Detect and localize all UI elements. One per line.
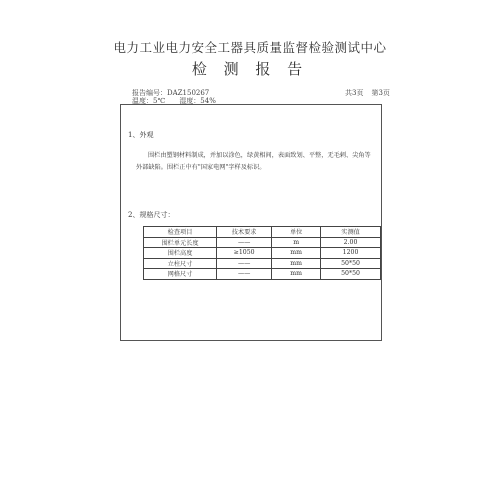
section-dimensions-heading: 2、规格尺寸： xyxy=(128,211,175,219)
humidity: 湿度：54% xyxy=(179,97,216,105)
table-row xyxy=(144,248,381,259)
cell-requirement: —— xyxy=(217,258,272,269)
appearance-description: 围栏由塑钢材料制成，并加以涂色，绿黄相间，表面致划、平整，无毛刺、尖角等外部缺陷。围栏正中有"国家电网"字样及标识。 xyxy=(136,152,371,171)
page-number: 第3页 xyxy=(371,89,390,97)
header-inspection-item: 检查项目 xyxy=(144,227,217,238)
organization-name: 电力工业电力安全工器具质量监督检验测试中心 xyxy=(113,40,387,55)
section-appearance-heading: 1、外观 xyxy=(128,131,154,139)
table-row xyxy=(144,269,381,280)
report-number: 报告编号：DAZ150267 xyxy=(132,89,210,97)
header-measured-value: 实测值 xyxy=(321,227,381,238)
cell-value: 2.00 xyxy=(321,237,381,248)
temperature: 温度：5℃ xyxy=(132,97,166,105)
document-title: 检 测 报 告 xyxy=(191,60,309,78)
dimensions-table xyxy=(143,226,381,280)
cell-value: 1200 xyxy=(321,248,381,259)
cell-value: 50*50 xyxy=(321,258,381,269)
cell-unit: m xyxy=(272,237,321,248)
report-frame xyxy=(120,104,382,341)
cell-value: 50*50 xyxy=(321,269,381,280)
cell-requirement: —— xyxy=(217,237,272,248)
table-row xyxy=(144,258,381,269)
cell-item: 网格尺寸 xyxy=(144,269,217,280)
total-pages: 共3页 xyxy=(345,89,364,97)
cell-item: 立柱尺寸 xyxy=(144,258,217,269)
cell-unit: mm xyxy=(272,258,321,269)
cell-unit: mm xyxy=(272,269,321,280)
page-indicator xyxy=(345,88,398,98)
cell-unit: mm xyxy=(272,248,321,259)
cell-requirement: —— xyxy=(217,269,272,280)
header-technical-requirement: 技术要求 xyxy=(217,227,272,238)
cell-item: 围栏单元长度 xyxy=(144,237,217,248)
cell-requirement: ≥1050 xyxy=(217,248,272,259)
table-row xyxy=(144,237,381,248)
cell-item: 围栏高度 xyxy=(144,248,217,259)
header-unit: 单位 xyxy=(272,227,321,238)
table-header-row xyxy=(144,227,381,238)
